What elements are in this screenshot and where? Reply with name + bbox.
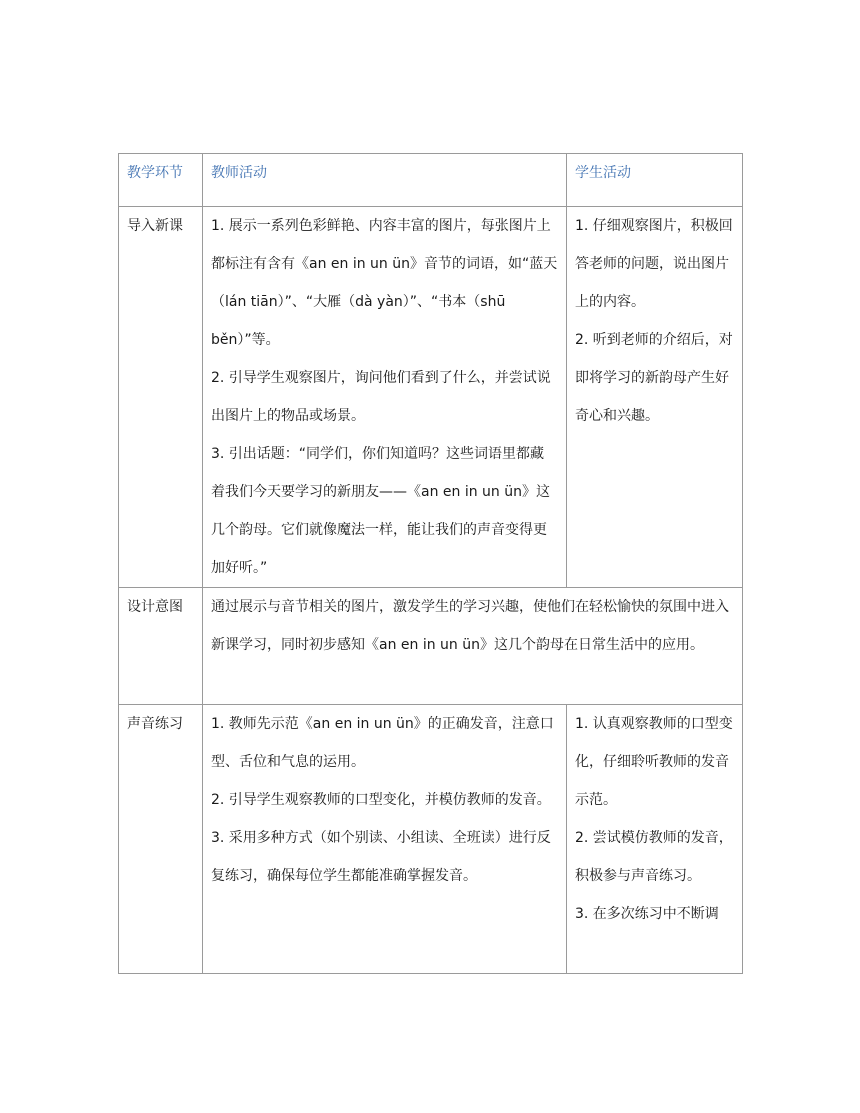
teacher-step: 2. 引导学生观察教师的口型变化，并模仿教师的发音。	[211, 792, 551, 808]
header-teacher-activity: 教师活动	[203, 154, 567, 207]
teacher-activity-cell	[203, 705, 567, 974]
header-stage: 教学环节	[119, 154, 203, 207]
table-row	[119, 705, 743, 974]
teacher-step: 3. 采用多种方式（如个别读、小组读、全班读）进行反复练习，确保每位学生都能准确掌握发音。	[211, 830, 551, 884]
teacher-activity-cell	[203, 207, 567, 588]
stage-cell: 导入新课	[119, 207, 203, 588]
stage-cell: 声音练习	[119, 705, 203, 974]
teacher-step: 2. 引导学生观察图片，询问他们看到了什么，并尝试说出图片上的物品或场景。	[211, 370, 551, 424]
header-student-activity: 学生活动	[567, 154, 743, 207]
table-header-row	[119, 154, 743, 207]
teacher-step: 1. 教师先示范《an en in un ün》的正确发音，注意口型、舌位和气息的运用。	[211, 716, 554, 770]
student-activity-cell	[567, 207, 743, 588]
teacher-step: 3. 引出话题：“同学们，你们知道吗？这些词语里都藏着我们今天要学习的新朋友——《an en in un ün》这几个韵母。它们就像魔法一样，能让我们的声音变得更加好听。”	[211, 446, 550, 576]
design-intent-cell: 通过展示与音节相关的图片，激发学生的学习兴趣，使他们在轻松愉快的氛围中进入新课学习，同时初步感知《an en in un ün》这几个韵母在日常生活中的应用。	[203, 588, 743, 705]
student-step: 1. 仔细观察图片，积极回答老师的问题，说出图片上的内容。	[575, 218, 733, 310]
lesson-plan-table	[118, 153, 743, 974]
teacher-step: 1. 展示一系列色彩鲜艳、内容丰富的图片，每张图片上都标注有含有《an en in un ün》音节的词语，如“蓝天（lán tiān）”、“大雁（dà yàn）”、“书本（shū běn）”等。	[211, 218, 558, 348]
student-step: 1. 认真观察教师的口型变化，仔细聆听教师的发音示范。	[575, 716, 733, 808]
table-row	[119, 588, 743, 705]
student-activity-cell	[567, 705, 743, 974]
table-row	[119, 207, 743, 588]
student-step: 2. 听到老师的介绍后，对即将学习的新韵母产生好奇心和兴趣。	[575, 332, 733, 424]
stage-cell: 设计意图	[119, 588, 203, 705]
student-step: 3. 在多次练习中不断调	[575, 906, 719, 922]
student-step: 2. 尝试模仿教师的发音，积极参与声音练习。	[575, 830, 733, 884]
